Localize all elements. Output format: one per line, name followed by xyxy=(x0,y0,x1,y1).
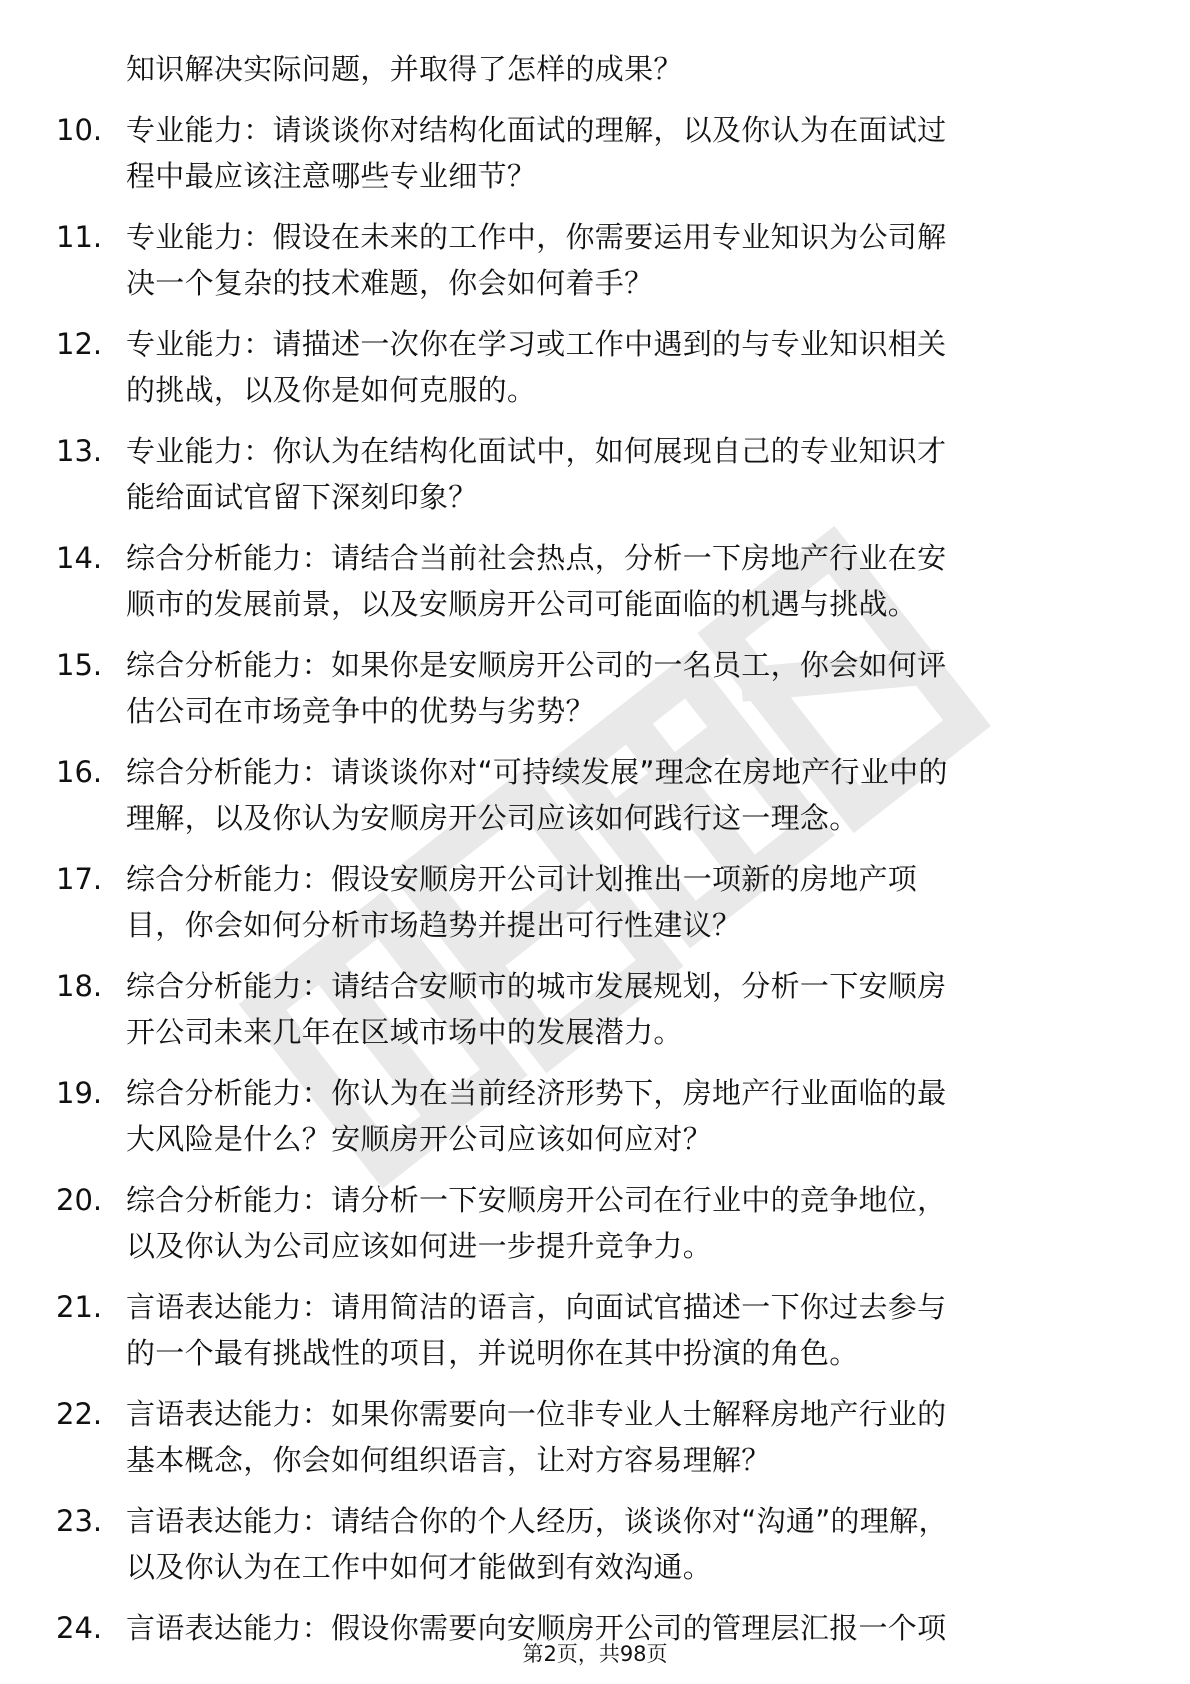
list-item xyxy=(0,107,1190,199)
item-number: 19. xyxy=(56,1076,103,1110)
item-text-line: 理解，以及你认为安顺房开公司应该如何践行这一理念。 xyxy=(126,801,859,835)
item-text-line: 专业能力：你认为在结构化面试中，如何展现自己的专业知识才 xyxy=(126,434,947,468)
item-number: 14. xyxy=(56,541,103,575)
item-text-line: 决一个复杂的技术难题，你会如何着手？ xyxy=(126,266,654,300)
item-text-line: 目，你会如何分析市场趋势并提出可行性建议？ xyxy=(126,908,742,942)
item-text-line: 程中最应该注意哪些专业细节？ xyxy=(126,159,537,193)
item-text-line: 综合分析能力：请谈谈你对“可持续发展”理念在房地产行业中的 xyxy=(126,755,948,789)
item-number: 20. xyxy=(56,1183,103,1217)
item-number: 16. xyxy=(56,755,103,789)
item-number: 15. xyxy=(56,648,103,682)
item-number: 11. xyxy=(56,220,103,254)
item-number: 18. xyxy=(56,969,103,1003)
item-text-line: 估公司在市场竞争中的优势与劣势？ xyxy=(126,694,595,728)
item-number: 12. xyxy=(56,327,103,361)
item-text-line: 言语表达能力：请用简洁的语言，向面试官描述一下你过去参与 xyxy=(126,1290,947,1324)
item-text-line: 开公司未来几年在区域市场中的发展潜力。 xyxy=(126,1015,683,1049)
item-text-line: 的挑战，以及你是如何克服的。 xyxy=(126,373,537,407)
item-text-line: 专业能力：假设在未来的工作中，你需要运用专业知识为公司解 xyxy=(126,220,947,254)
item-number: 10. xyxy=(56,113,103,147)
item-text-line: 顺市的发展前景，以及安顺房开公司可能面临的机遇与挑战。 xyxy=(126,587,918,621)
list-item xyxy=(0,1284,1190,1376)
item-text-line: 的一个最有挑战性的项目，并说明你在其中扮演的角色。 xyxy=(126,1336,859,1370)
item-number: 24. xyxy=(56,1611,103,1645)
item-text-line: 大风险是什么？安顺房开公司应该如何应对？ xyxy=(126,1122,713,1156)
list-item xyxy=(0,963,1190,1055)
item-text-line: 以及你认为在工作中如何才能做到有效沟通。 xyxy=(126,1550,713,1584)
list-item xyxy=(0,321,1190,413)
list-item xyxy=(0,1177,1190,1269)
item-text-line: 能给面试官留下深刻印象？ xyxy=(126,480,478,514)
item-text-line: 综合分析能力：请分析一下安顺房开公司在行业中的竞争地位， xyxy=(126,1183,947,1217)
item-number: 21. xyxy=(56,1290,103,1324)
item-text-line: 综合分析能力：请结合当前社会热点，分析一下房地产行业在安 xyxy=(126,541,947,575)
list-item xyxy=(0,428,1190,520)
item-text-line: 专业能力：请描述一次你在学习或工作中遇到的与专业知识相关 xyxy=(126,327,947,361)
item-text-line: 言语表达能力：如果你需要向一位非专业人士解释房地产行业的 xyxy=(126,1397,947,1431)
page-footer: 第2页，共98页 xyxy=(522,1642,668,1666)
question-list xyxy=(0,46,1190,1651)
list-item xyxy=(0,1391,1190,1483)
list-item xyxy=(0,535,1190,627)
item-number: 13. xyxy=(56,434,103,468)
item-text-line: 综合分析能力：你认为在当前经济形势下，房地产行业面临的最 xyxy=(126,1076,947,1110)
list-item xyxy=(0,214,1190,306)
item-text-line: 综合分析能力：请结合安顺市的城市发展规划，分析一下安顺房 xyxy=(126,969,947,1003)
item-text-line: 以及你认为公司应该如何进一步提升竞争力。 xyxy=(126,1229,713,1263)
list-item xyxy=(0,1070,1190,1162)
list-item xyxy=(0,642,1190,734)
item-number: 17. xyxy=(56,862,103,896)
continuation-line: 知识解决实际问题，并取得了怎样的成果？ xyxy=(126,52,683,86)
item-text-line: 言语表达能力：请结合你的个人经历，谈谈你对“沟通”的理解， xyxy=(126,1504,948,1538)
item-number: 22. xyxy=(56,1397,103,1431)
list-item xyxy=(0,749,1190,841)
item-text-line: 基本概念，你会如何组织语言，让对方容易理解？ xyxy=(126,1443,771,1477)
list-item xyxy=(0,1498,1190,1590)
list-item xyxy=(0,856,1190,948)
item-text-line: 综合分析能力：如果你是安顺房开公司的一名员工，你会如何评 xyxy=(126,648,947,682)
item-text-line: 言语表达能力：假设你需要向安顺房开公司的管理层汇报一个项 xyxy=(126,1611,947,1645)
item-text-line: 综合分析能力：假设安顺房开公司计划推出一项新的房地产项 xyxy=(126,862,918,896)
item-text-line: 专业能力：请谈谈你对结构化面试的理解，以及你认为在面试过 xyxy=(126,113,947,147)
item-number: 23. xyxy=(56,1504,103,1538)
